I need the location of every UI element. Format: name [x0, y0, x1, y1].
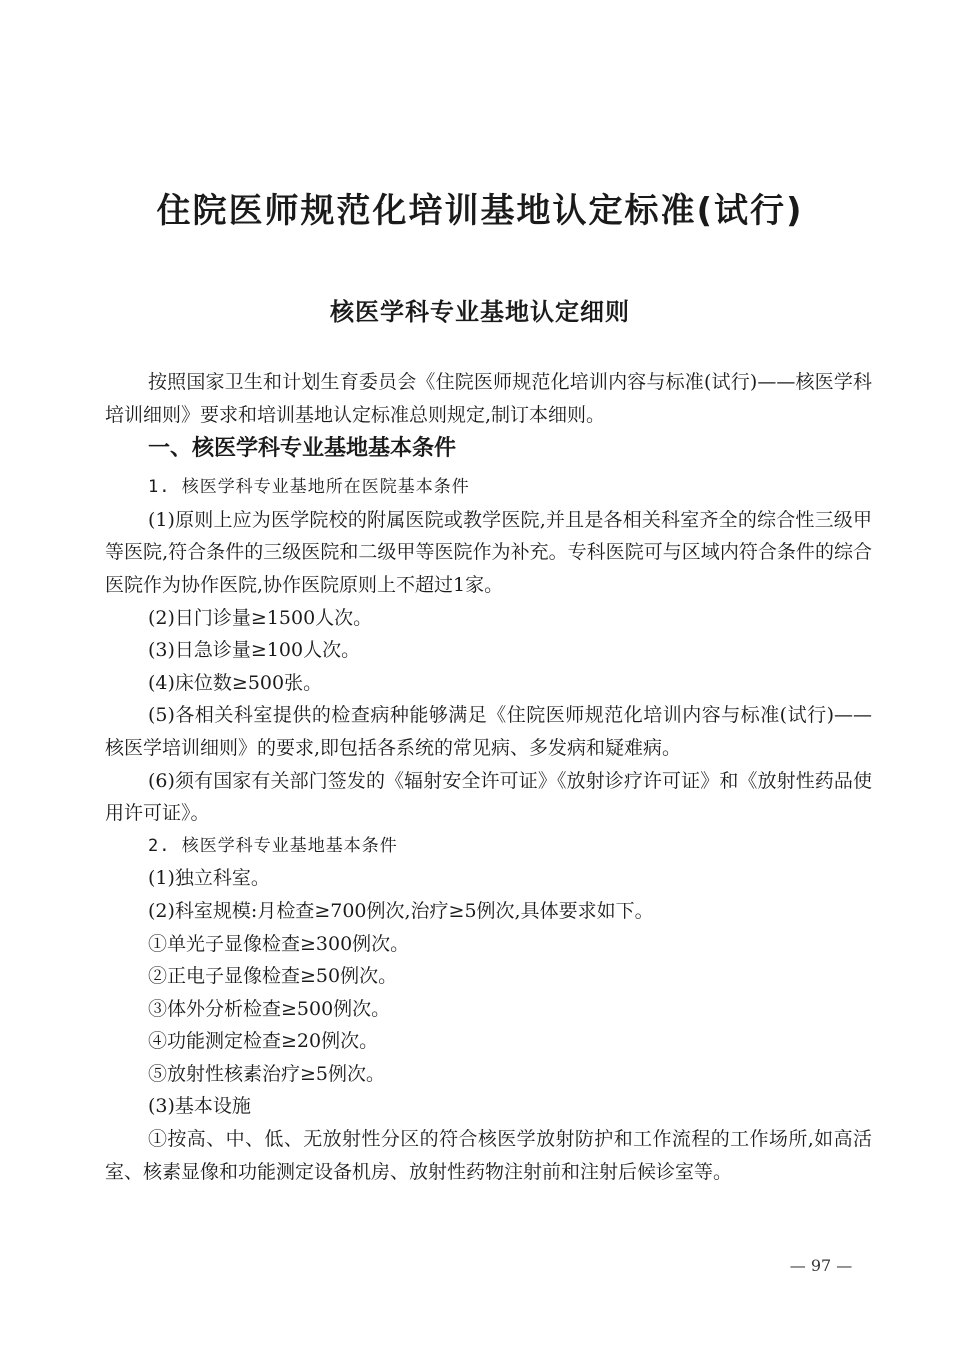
list-item: ④功能测定检查≥20例次。 — [148, 1030, 379, 1053]
list-item: (3)日急诊量≥100人次。 — [148, 639, 361, 662]
list-item: ②正电子显像检查≥50例次。 — [148, 965, 398, 988]
subsection-1-heading: 1. 核医学科专业基地所在医院基本条件 — [148, 477, 470, 498]
list-item: ③体外分析检查≥500例次。 — [148, 997, 391, 1020]
page-number: — 97 — — [789, 1256, 853, 1275]
intro-paragraph: 按照国家卫生和计划生育委员会《住院医师规范化培训内容与标准(试行)——核医学科培训细则》要求和培训基地认定标准总则规定,制订本细则。 — [105, 371, 872, 426]
subsection-2-heading: 2. 核医学科专业基地基本条件 — [148, 835, 398, 856]
list-item: ⑤放射性核素治疗≥5例次。 — [148, 1062, 386, 1085]
section-1-heading: 一、核医学科专业基地基本条件 — [148, 436, 457, 462]
list-item: ①单光子显像检查≥300例次。 — [148, 932, 410, 955]
document-subtitle: 核医学科专业基地认定细则 — [330, 298, 630, 326]
list-item: (1)原则上应为医学院校的附属医院或教学医院,并且是各相关科室齐全的综合性三级甲等医院,符合条件的三级医院和二级甲等医院作为补充。专科医院可与区域内符合条件的综合医院作为协作医院,协作医院原则上不超过1家。 — [105, 508, 872, 596]
list-item: (2)科室规模:月检查≥700例次,治疗≥5例次,具体要求如下。 — [148, 899, 654, 922]
list-item: (5)各相关科室提供的检查病种能够满足《住院医师规范化培训内容与标准(试行)——核医学培训细则》的要求,即包括各系统的常见病、多发病和疑难病。 — [105, 704, 872, 759]
list-item: (3)基本设施 — [148, 1095, 251, 1118]
list-item: (4)床位数≥500张。 — [148, 671, 323, 694]
list-item: (1)独立科室。 — [148, 867, 270, 890]
list-item: ①按高、中、低、无放射性分区的符合核医学放射防护和工作流程的工作场所,如高活室、核素显像和功能测定设备机房、放射性药物注射前和注射后候诊室等。 — [105, 1128, 872, 1183]
document-title: 住院医师规范化培训基地认定标准(试行) — [156, 191, 804, 231]
document-body — [105, 366, 872, 1188]
list-item: (2)日门诊量≥1500人次。 — [148, 606, 373, 629]
list-item: (6)须有国家有关部门签发的《辐射安全许可证》《放射诊疗许可证》和《放射性药品使用许可证》。 — [105, 769, 872, 825]
